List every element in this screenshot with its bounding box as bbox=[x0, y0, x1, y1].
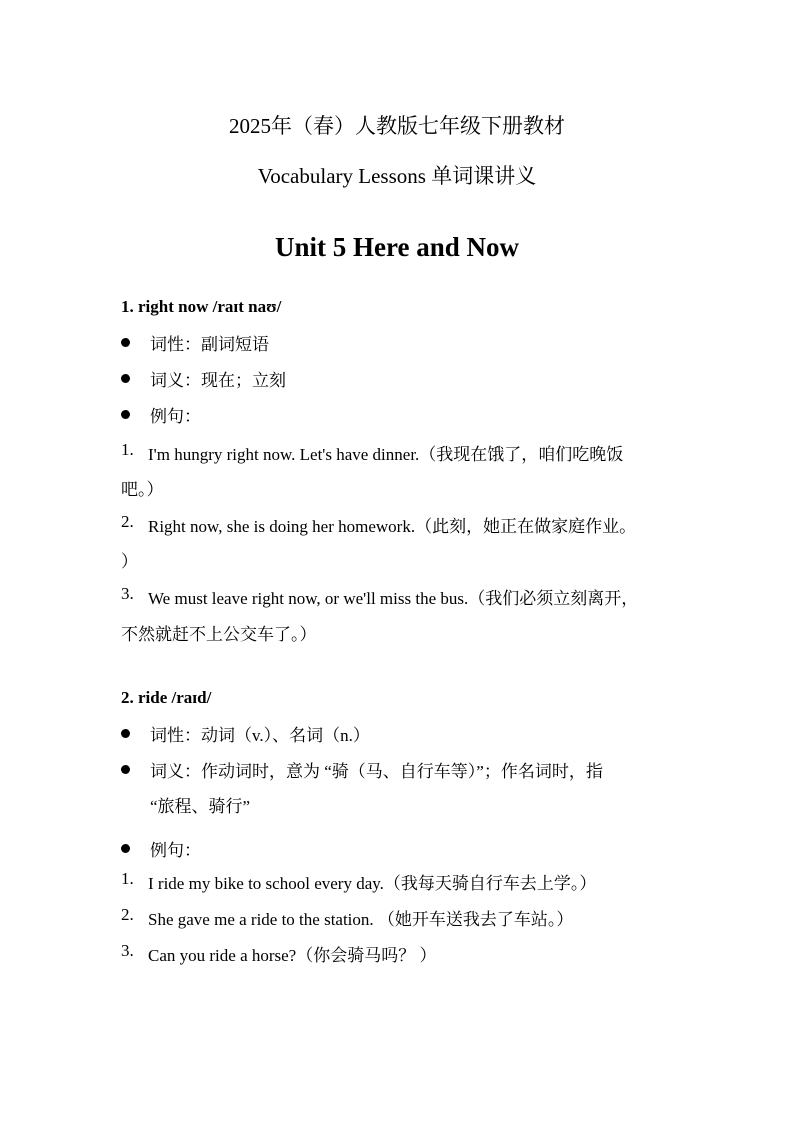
example-sentence: Can you ride a horse?（你会骑马吗？ ） bbox=[148, 946, 437, 965]
example-sentence: I'm hungry right now. Let's have dinner.（我现在饿了，咱们吃晚饭 bbox=[148, 445, 624, 464]
example-number: 1. bbox=[121, 869, 134, 888]
example-sentence: I ride my bike to school every day.（我每天骑自行车去上学。） bbox=[148, 874, 597, 893]
example-continuation: 吧。） bbox=[121, 480, 164, 499]
bullet-icon bbox=[121, 844, 130, 853]
pos-text: 词性：动词（v.）、名词（n.） bbox=[150, 726, 370, 745]
meaning-continuation: “旅程、骑行” bbox=[150, 797, 251, 816]
header-line-1: 2025年（春）人教版七年级下册教材 bbox=[229, 114, 565, 138]
unit-title: Unit 5 Here and Now bbox=[274, 232, 519, 262]
meaning-text: 词义：作动词时，意为 “骑（马、自行车等）”；作名词时，指 bbox=[150, 762, 603, 781]
example-number: 2. bbox=[121, 512, 134, 531]
examples-label: 例句： bbox=[150, 841, 201, 860]
bullet-icon bbox=[121, 410, 130, 419]
entry-heading: 1. right now /raɪt naʊ/ bbox=[121, 297, 282, 316]
example-continuation: ） bbox=[121, 552, 138, 571]
example-number: 2. bbox=[121, 905, 134, 924]
bullet-icon bbox=[121, 374, 130, 383]
example-sentence: We must leave right now, or we'll miss the bus.（我们必须立刻离开， bbox=[148, 589, 639, 608]
header-line-2: Vocabulary Lessons 单词课讲义 bbox=[257, 164, 537, 188]
example-number: 1. bbox=[121, 440, 134, 459]
example-sentence: She gave me a ride to the station. （她开车送我去了车站。） bbox=[148, 910, 574, 929]
example-continuation: 不然就赶不上公交车了。） bbox=[121, 625, 317, 644]
bullet-icon bbox=[121, 729, 130, 738]
entry-heading: 2. ride /raɪd/ bbox=[121, 688, 212, 707]
examples-label: 例句： bbox=[150, 407, 201, 426]
bullet-icon bbox=[121, 765, 130, 774]
bullet-icon bbox=[121, 338, 130, 347]
example-number: 3. bbox=[121, 584, 134, 603]
example-number: 3. bbox=[121, 941, 134, 960]
pos-text: 词性：副词短语 bbox=[150, 335, 269, 354]
example-sentence: Right now, she is doing her homework.（此刻，她正在做家庭作业。 bbox=[148, 517, 637, 536]
meaning-text: 词义：现在；立刻 bbox=[150, 371, 286, 390]
